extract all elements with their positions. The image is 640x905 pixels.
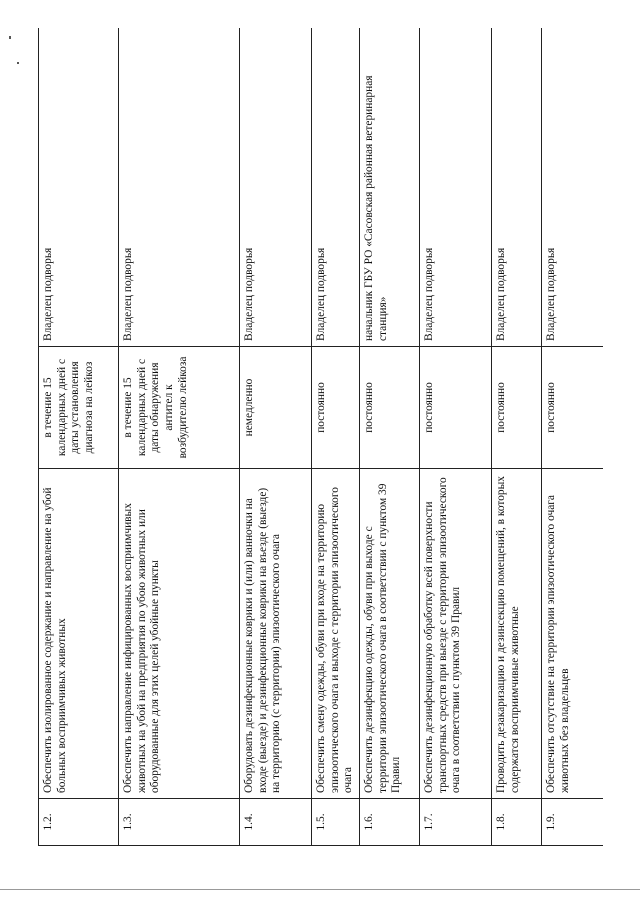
measure-cell: Оборудовать дезинфекционные коврики и (или) ванночки на входе (выезде) и дезинфекционные коврики на въезде (выезде) на территорию (с территории) эпизоотического очага xyxy=(240,469,312,799)
term-cell: постоянно xyxy=(420,347,492,469)
row-number: 1.4. xyxy=(240,799,312,846)
row-number: 1.6. xyxy=(360,799,420,846)
responsible-cell: начальник ГБУ РО «Сасовская районная ветеринарная станция» xyxy=(360,28,420,347)
responsible-cell: Владелец подворья xyxy=(240,28,312,347)
table-row xyxy=(39,28,119,846)
measures-table xyxy=(38,28,603,846)
measure-cell: Обеспечить направление инфицированных восприимчивых животных на убой на предприятия по убою животных или оборудованные для этих целей убойные пункты xyxy=(119,469,240,799)
responsible-cell: Владелец подворья xyxy=(420,28,492,347)
document-page xyxy=(38,28,603,846)
table-row xyxy=(119,28,240,846)
table-row xyxy=(492,28,542,846)
responsible-cell: Владелец подворья xyxy=(119,28,240,347)
term-cell: постоянно xyxy=(312,347,360,469)
table-row xyxy=(240,28,312,846)
scan-artifact-dot xyxy=(17,62,19,64)
responsible-cell: Владелец подворья xyxy=(492,28,542,347)
term-cell: постоянно xyxy=(492,347,542,469)
scan-artifact-line xyxy=(0,889,640,890)
term-cell: в течение 15 календарных дней с даты установления диагноза на лейкоз xyxy=(39,347,119,469)
responsible-cell: Владелец подворья xyxy=(542,28,603,347)
term-cell: постоянно xyxy=(360,347,420,469)
responsible-cell: Владелец подворья xyxy=(312,28,360,347)
measure-cell: Проводить дезакаризацию и дезинсекцию помещений, в которых содержатся восприимчивые животные xyxy=(492,469,542,799)
table-row xyxy=(360,28,420,846)
row-number: 1.2. xyxy=(39,799,119,846)
responsible-cell: Владелец подворья xyxy=(39,28,119,347)
table-row xyxy=(420,28,492,846)
term-cell: в течение 15 календарных дней с даты обнаружения антител к возбудителю лейкоза xyxy=(119,347,240,469)
row-number: 1.3. xyxy=(119,799,240,846)
measure-cell: Обеспечить дезинфекционную обработку всей поверхности транспортных средств при выезде с территории эпизоотического очага в соответствии с пунктом 39 Правил xyxy=(420,469,492,799)
table-row xyxy=(312,28,360,846)
scan-artifact-dot xyxy=(9,36,11,39)
row-number: 1.9. xyxy=(542,799,603,846)
measure-cell: Обеспечить изолированное содержание и направление на убой больных восприимчивых животных xyxy=(39,469,119,799)
row-number: 1.7. xyxy=(420,799,492,846)
measure-cell: Обеспечить дезинфекцию одежды, обуви при выходе с территории эпизоотического очага в соответствии с пунктом 39 Правил xyxy=(360,469,420,799)
table-row xyxy=(542,28,603,846)
row-number: 1.5. xyxy=(312,799,360,846)
measure-cell: Обеспечить смену одежды, обуви при входе на территорию эпизоотического очага и выходе с территории эпизоотического очага xyxy=(312,469,360,799)
term-cell: постоянно xyxy=(542,347,603,469)
row-number: 1.8. xyxy=(492,799,542,846)
measure-cell: Обеспечить отсутствие на территории эпизоотического очага животных без владельцев xyxy=(542,469,603,799)
term-cell: немедленно xyxy=(240,347,312,469)
